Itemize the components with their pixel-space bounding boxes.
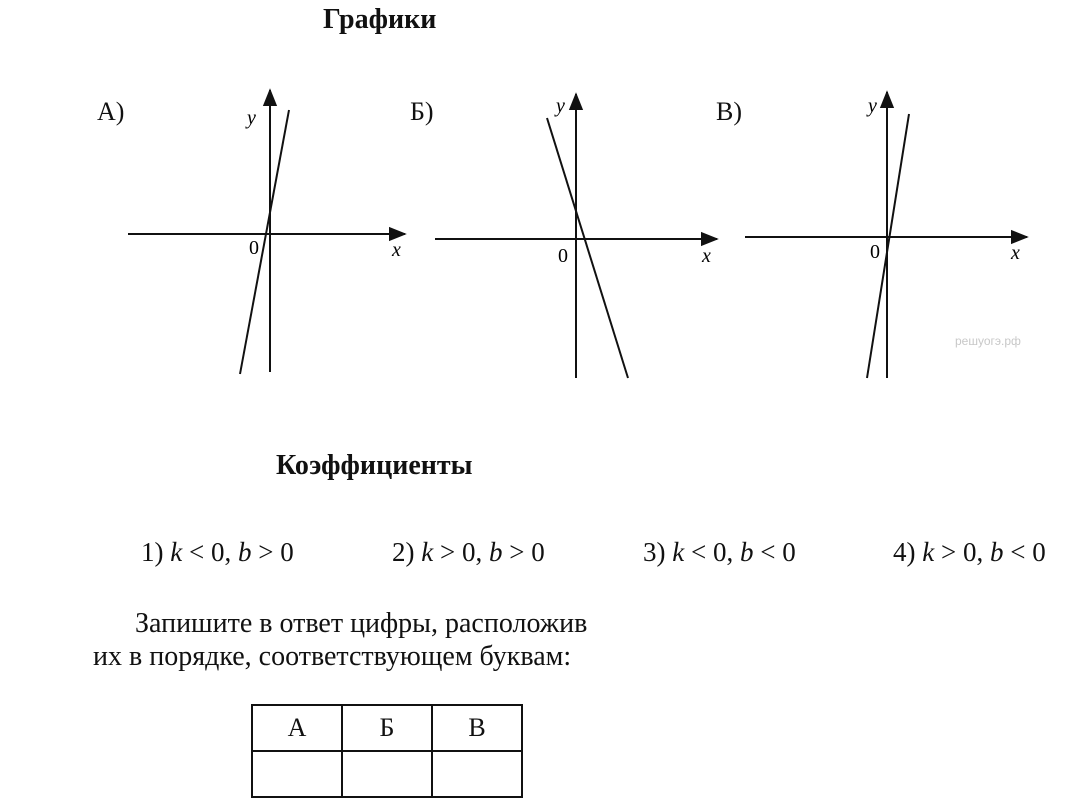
watermark: решуогэ.рф bbox=[955, 334, 1021, 348]
answer-cell-b[interactable] bbox=[342, 751, 432, 797]
option-1: 1) k < 0, b > 0 bbox=[141, 537, 294, 567]
option-3: 3) k < 0, b < 0 bbox=[643, 537, 796, 567]
option-4: 4) k > 0, b < 0 bbox=[893, 537, 1046, 567]
graphs-figure bbox=[0, 85, 1080, 385]
answer-header-v: В bbox=[432, 705, 522, 751]
instruction-line-1: Запишите в ответ цифры, расположив bbox=[135, 608, 588, 639]
graph-a bbox=[128, 90, 405, 374]
answer-table bbox=[251, 704, 523, 798]
graph-label-v: В) bbox=[716, 97, 742, 126]
instruction-line-2: их в порядке, соответствующем буквам: bbox=[93, 641, 572, 672]
graph-v-y-label: y bbox=[868, 95, 877, 117]
graph-v-origin: 0 bbox=[870, 241, 880, 263]
graph-label-a: А) bbox=[97, 97, 125, 126]
answer-header-b: Б bbox=[342, 705, 432, 751]
graph-b-y-label: y bbox=[556, 95, 565, 117]
answer-cell-v[interactable] bbox=[432, 751, 522, 797]
graph-label-b: Б) bbox=[410, 97, 434, 126]
answer-cell-a[interactable] bbox=[252, 751, 342, 797]
graphs-title: Графики bbox=[323, 4, 437, 35]
graph-a-x-label: x bbox=[392, 239, 401, 261]
graph-a-origin: 0 bbox=[249, 237, 259, 259]
coefficients-title: Коэффициенты bbox=[276, 450, 473, 481]
graph-a-y-label: y bbox=[247, 107, 256, 129]
graph-b bbox=[435, 94, 717, 378]
graph-b-x-label: x bbox=[702, 245, 711, 267]
graph-a-line bbox=[240, 110, 289, 374]
answer-header-a: А bbox=[252, 705, 342, 751]
graph-b-origin: 0 bbox=[558, 245, 568, 267]
graph-v-x-label: x bbox=[1011, 242, 1020, 264]
answer-table-header-row bbox=[252, 705, 522, 751]
answer-table-input-row bbox=[252, 751, 522, 797]
option-2: 2) k > 0, b > 0 bbox=[392, 537, 545, 567]
